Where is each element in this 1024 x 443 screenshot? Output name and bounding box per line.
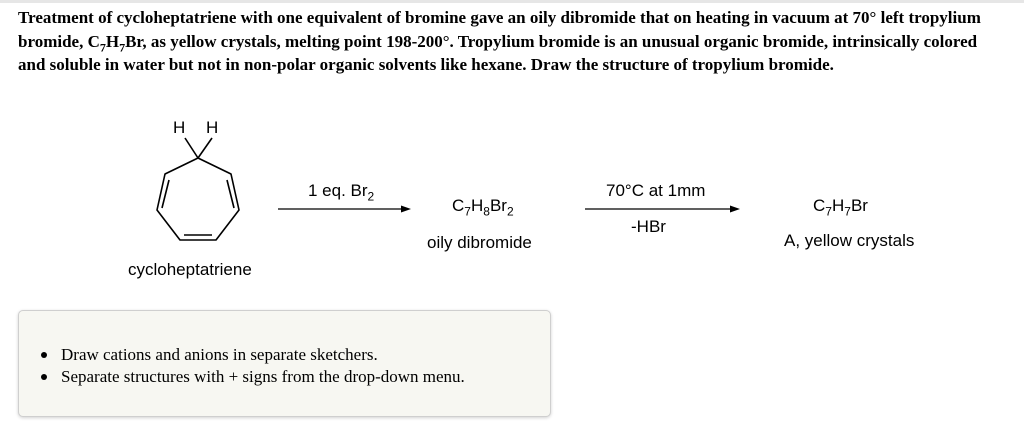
question-text: Treatment of cycloheptatriene with one equivalent of bromine gave an oily dibromide that on heating in vacuum at 70° left tropylium bromide, $C_7H_7Br$, as yellow crystals, melting point 198-200°. Tropylium bromide is an unusual organic bromide, intrinsically colored and soluble in water but not in non-polar organic solvents like hexane. Draw the structure of tropylium bromide. <box>18 8 981 74</box>
instruction-item: Separate structures with + signs from the drop-down menu. <box>61 367 465 386</box>
intermediate-formula-part: C <box>452 196 465 215</box>
intermediate-formula-part: 7 <box>464 204 471 219</box>
ring <box>157 158 239 240</box>
product-formula-part: Br <box>850 196 868 215</box>
arrow-2 <box>585 206 740 213</box>
reagent-label: 1 eq. $Br_2$ <box>308 181 375 204</box>
product-formula-part: H <box>831 196 845 215</box>
product-name: A, yellow crystals <box>784 231 915 250</box>
bond-ch-left <box>185 138 198 158</box>
intermediate-formula-part: 2 <box>506 204 514 219</box>
condition-below-arrow: -HBr <box>631 217 666 236</box>
bond-ch-right <box>198 138 212 158</box>
arrow-1 <box>278 206 411 213</box>
condition-above-arrow: 70°C at 1mm <box>606 181 706 200</box>
h-atom-left: H <box>173 118 186 137</box>
h-atom-right: H <box>206 118 219 137</box>
cycloheptatriene-structure <box>157 138 239 240</box>
product-formula <box>813 196 868 219</box>
intermediate-formula-part: H <box>470 196 484 215</box>
intermediate-formula-part: Br <box>489 196 507 215</box>
instructions-list <box>61 344 465 388</box>
product-formula-part: 7 <box>844 204 851 219</box>
instructions-panel <box>18 310 551 417</box>
intermediate-name: oily dibromide <box>427 233 532 252</box>
intermediate-formula <box>452 196 514 219</box>
start-compound-name: cycloheptatriene <box>128 260 252 279</box>
intermediate-formula-part: 8 <box>483 204 490 219</box>
instruction-item: Draw cations and anions in separate sketchers. <box>61 344 465 366</box>
product-formula-part: 7 <box>825 204 832 219</box>
product-formula-part: C <box>813 196 826 215</box>
